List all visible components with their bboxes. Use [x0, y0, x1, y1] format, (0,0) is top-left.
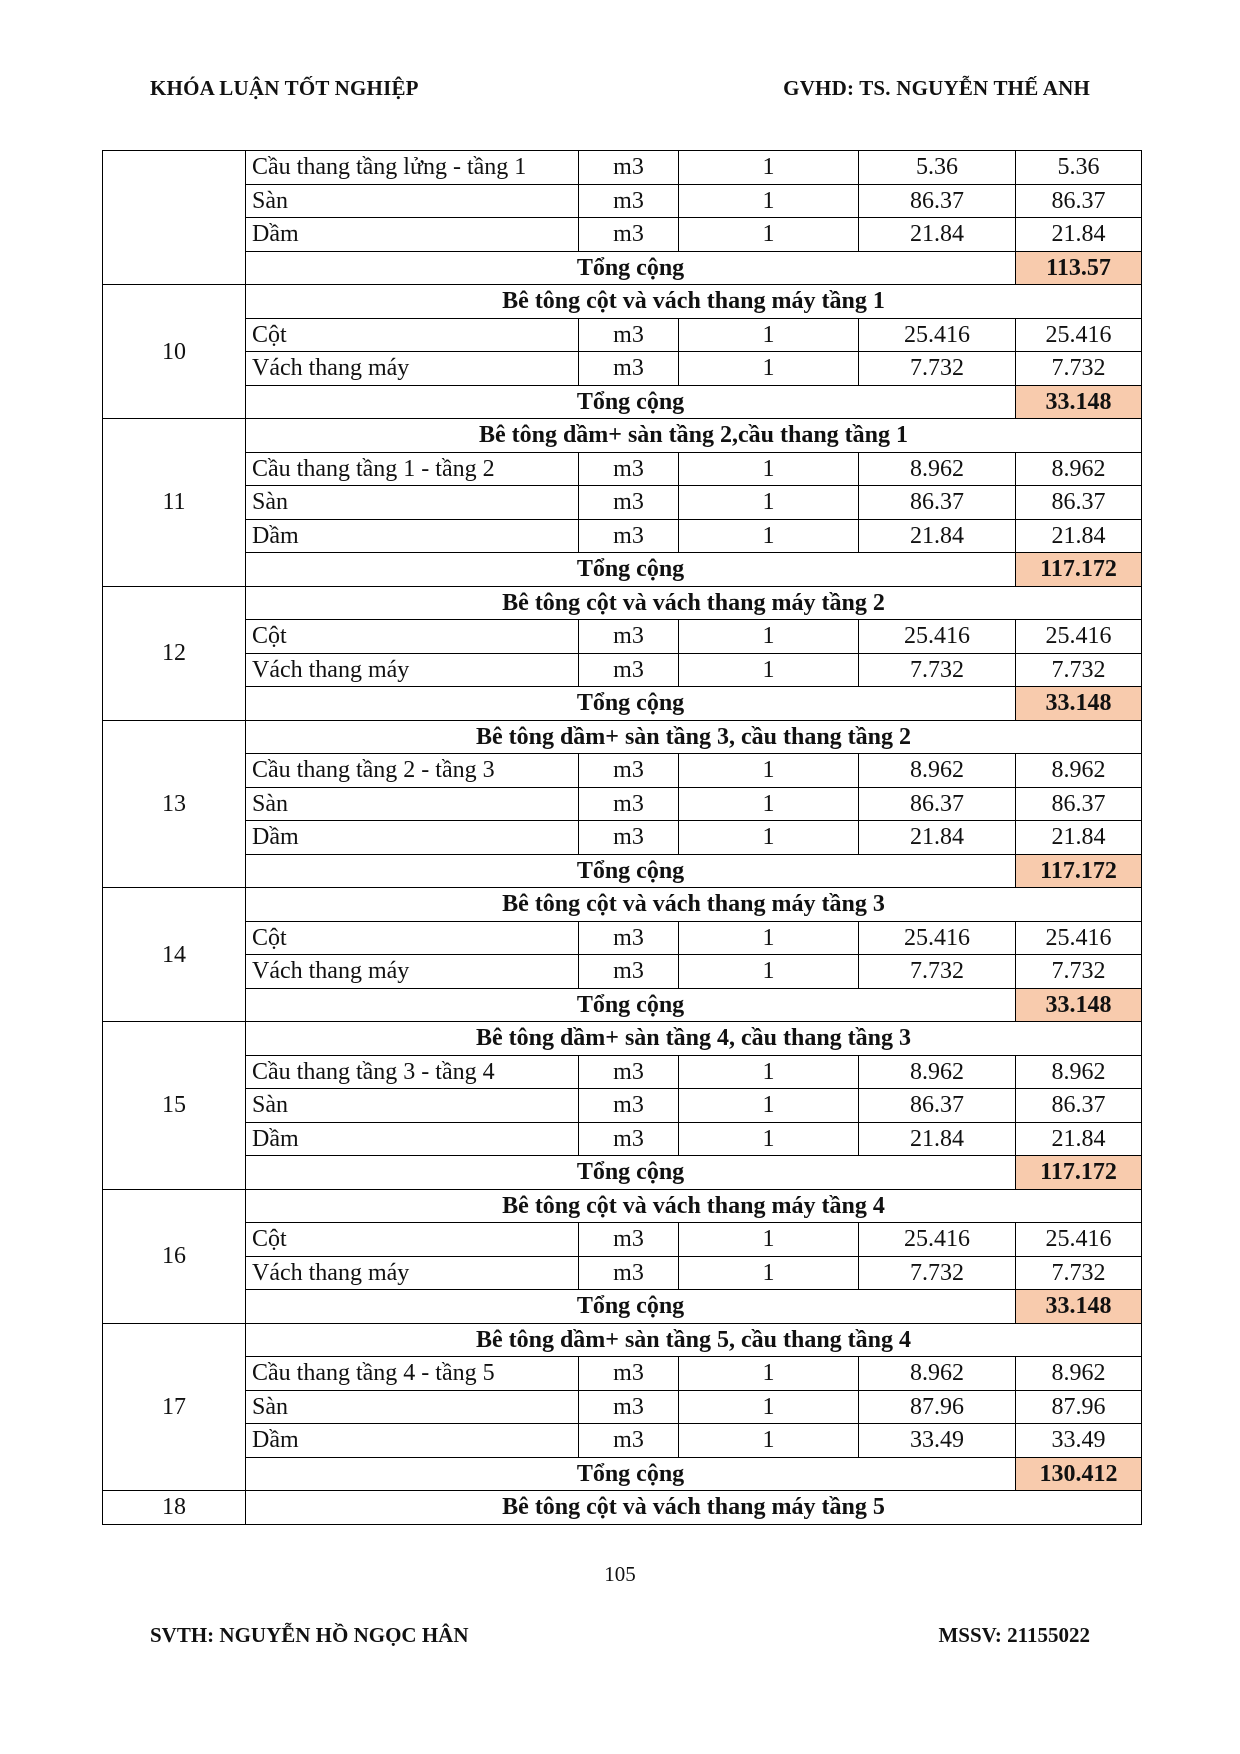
- table-row: [103, 653, 1142, 687]
- table-row: [103, 151, 1142, 185]
- group-total-row: [103, 553, 1142, 587]
- group-total-row: [103, 1290, 1142, 1324]
- item-name: Sàn: [246, 184, 579, 218]
- item-name: Dầm: [246, 218, 579, 252]
- item-total: 5.36: [1016, 151, 1142, 185]
- item-total: 87.96: [1016, 1390, 1142, 1424]
- item-unit: m3: [579, 1357, 679, 1391]
- item-name: Cầu thang tầng 3 - tầng 4: [246, 1055, 579, 1089]
- item-total: 7.732: [1016, 1256, 1142, 1290]
- item-unit: m3: [579, 1390, 679, 1424]
- item-total: 86.37: [1016, 486, 1142, 520]
- table-row: [103, 1055, 1142, 1089]
- group-title: Bê tông dầm+ sàn tầng 4, cầu thang tầng 3: [246, 1022, 1142, 1056]
- group-total-value: 33.148: [1016, 687, 1142, 721]
- item-total: 86.37: [1016, 1089, 1142, 1123]
- item-quantity: 1: [679, 318, 859, 352]
- item-unit: m3: [579, 1223, 679, 1257]
- item-volume: 86.37: [859, 486, 1016, 520]
- table-row: [103, 1390, 1142, 1424]
- item-quantity: 1: [679, 352, 859, 386]
- item-volume: 25.416: [859, 1223, 1016, 1257]
- item-volume: 7.732: [859, 352, 1016, 386]
- item-quantity: 1: [679, 821, 859, 855]
- group-title: Bê tông cột và vách thang máy tầng 5: [246, 1491, 1142, 1525]
- table-row: [103, 787, 1142, 821]
- item-quantity: 1: [679, 1089, 859, 1123]
- item-quantity: 1: [679, 955, 859, 989]
- item-total: 21.84: [1016, 1122, 1142, 1156]
- total-label: Tổng cộng: [246, 1457, 1016, 1491]
- item-total: 86.37: [1016, 184, 1142, 218]
- table-row: [103, 620, 1142, 654]
- item-name: Sàn: [246, 1089, 579, 1123]
- group-title: Bê tông dầm+ sàn tầng 2,cầu thang tầng 1: [246, 419, 1142, 453]
- group-total-row: [103, 854, 1142, 888]
- group-title-row: [103, 586, 1142, 620]
- item-quantity: 1: [679, 1122, 859, 1156]
- item-unit: m3: [579, 787, 679, 821]
- item-quantity: 1: [679, 218, 859, 252]
- item-unit: m3: [579, 620, 679, 654]
- item-total: 7.732: [1016, 352, 1142, 386]
- item-volume: 25.416: [859, 620, 1016, 654]
- item-total: 21.84: [1016, 821, 1142, 855]
- item-total: 8.962: [1016, 754, 1142, 788]
- group-title: Bê tông cột và vách thang máy tầng 4: [246, 1189, 1142, 1223]
- item-unit: m3: [579, 1089, 679, 1123]
- item-quantity: 1: [679, 754, 859, 788]
- item-unit: m3: [579, 352, 679, 386]
- item-quantity: 1: [679, 921, 859, 955]
- item-name: Vách thang máy: [246, 352, 579, 386]
- item-unit: m3: [579, 218, 679, 252]
- item-total: 25.416: [1016, 1223, 1142, 1257]
- item-unit: m3: [579, 653, 679, 687]
- group-total-value: 33.148: [1016, 1290, 1142, 1324]
- item-unit: m3: [579, 519, 679, 553]
- header-title: KHÓA LUẬN TỐT NGHIỆP: [150, 76, 419, 100]
- item-quantity: 1: [679, 1357, 859, 1391]
- table-row: [103, 1256, 1142, 1290]
- item-quantity: 1: [679, 1256, 859, 1290]
- item-total: 8.962: [1016, 452, 1142, 486]
- item-unit: m3: [579, 1256, 679, 1290]
- item-total: 21.84: [1016, 218, 1142, 252]
- item-unit: m3: [579, 754, 679, 788]
- item-total: 21.84: [1016, 519, 1142, 553]
- total-label: Tổng cộng: [246, 988, 1016, 1022]
- group-stt: 10: [103, 285, 246, 419]
- group-total-value: 117.172: [1016, 854, 1142, 888]
- item-quantity: 1: [679, 653, 859, 687]
- item-unit: m3: [579, 486, 679, 520]
- group-title-row: [103, 888, 1142, 922]
- item-volume: 86.37: [859, 787, 1016, 821]
- item-total: 7.732: [1016, 955, 1142, 989]
- total-label: Tổng cộng: [246, 687, 1016, 721]
- item-total: 7.732: [1016, 653, 1142, 687]
- group-total-value: 117.172: [1016, 553, 1142, 587]
- group-title: Bê tông cột và vách thang máy tầng 1: [246, 285, 1142, 319]
- group-title-row: [103, 1323, 1142, 1357]
- group-stt: 13: [103, 720, 246, 888]
- item-volume: 8.962: [859, 1055, 1016, 1089]
- item-quantity: 1: [679, 1223, 859, 1257]
- item-volume: 86.37: [859, 184, 1016, 218]
- table-row: [103, 184, 1142, 218]
- item-unit: m3: [579, 955, 679, 989]
- group-title-row: [103, 1022, 1142, 1056]
- item-volume: 7.732: [859, 955, 1016, 989]
- item-volume: 25.416: [859, 318, 1016, 352]
- item-quantity: 1: [679, 519, 859, 553]
- item-quantity: 1: [679, 486, 859, 520]
- group-total-value: 130.412: [1016, 1457, 1142, 1491]
- table-row: [103, 754, 1142, 788]
- item-total: 8.962: [1016, 1357, 1142, 1391]
- item-volume: 87.96: [859, 1390, 1016, 1424]
- item-quantity: 1: [679, 1055, 859, 1089]
- group-total-row: [103, 1457, 1142, 1491]
- group-stt: 14: [103, 888, 246, 1022]
- table-row: [103, 1089, 1142, 1123]
- group-total-value: 117.172: [1016, 1156, 1142, 1190]
- group-title-row: [103, 285, 1142, 319]
- item-name: Sàn: [246, 787, 579, 821]
- item-name: Vách thang máy: [246, 1256, 579, 1290]
- table-row: [103, 486, 1142, 520]
- group-stt: 11: [103, 419, 246, 587]
- table-row: [103, 1122, 1142, 1156]
- group-total-value: 33.148: [1016, 385, 1142, 419]
- item-volume: 86.37: [859, 1089, 1016, 1123]
- item-name: Cầu thang tầng 2 - tầng 3: [246, 754, 579, 788]
- footer-student: SVTH: NGUYỄN HỒ NGỌC HÂN: [150, 1623, 469, 1647]
- item-unit: m3: [579, 151, 679, 185]
- total-label: Tổng cộng: [246, 854, 1016, 888]
- item-name: Dầm: [246, 519, 579, 553]
- group-stt: 18: [103, 1491, 246, 1525]
- table-row: [103, 1424, 1142, 1458]
- group-total-row: [103, 687, 1142, 721]
- table-row: [103, 452, 1142, 486]
- group-stt: 17: [103, 1323, 246, 1491]
- group-stt: 12: [103, 586, 246, 720]
- group-total-row: [103, 251, 1142, 285]
- item-volume: 21.84: [859, 218, 1016, 252]
- item-name: Cột: [246, 1223, 579, 1257]
- item-volume: 21.84: [859, 821, 1016, 855]
- table-row: [103, 921, 1142, 955]
- group-total-row: [103, 988, 1142, 1022]
- table-body: [103, 151, 1142, 1525]
- item-volume: 8.962: [859, 452, 1016, 486]
- item-volume: 25.416: [859, 921, 1016, 955]
- item-total: 33.49: [1016, 1424, 1142, 1458]
- item-name: Sàn: [246, 1390, 579, 1424]
- item-name: Dầm: [246, 821, 579, 855]
- group-total-row: [103, 1156, 1142, 1190]
- group-stt: 16: [103, 1189, 246, 1323]
- item-volume: 33.49: [859, 1424, 1016, 1458]
- item-unit: m3: [579, 184, 679, 218]
- group-title-row: [103, 720, 1142, 754]
- total-label: Tổng cộng: [246, 385, 1016, 419]
- item-total: 25.416: [1016, 921, 1142, 955]
- item-volume: 5.36: [859, 151, 1016, 185]
- group-total-value: 113.57: [1016, 251, 1142, 285]
- group-title-row: [103, 419, 1142, 453]
- item-name: Cột: [246, 921, 579, 955]
- item-name: Dầm: [246, 1122, 579, 1156]
- table-row: [103, 1357, 1142, 1391]
- concrete-volume-table: [102, 150, 1142, 1525]
- table-row: [103, 519, 1142, 553]
- group-title: Bê tông cột và vách thang máy tầng 2: [246, 586, 1142, 620]
- group-title: Bê tông dầm+ sàn tầng 5, cầu thang tầng 4: [246, 1323, 1142, 1357]
- item-name: Cầu thang tầng 4 - tầng 5: [246, 1357, 579, 1391]
- item-volume: 21.84: [859, 1122, 1016, 1156]
- item-total: 8.962: [1016, 1055, 1142, 1089]
- item-total: 86.37: [1016, 787, 1142, 821]
- item-name: Cầu thang tầng lửng - tầng 1: [246, 151, 579, 185]
- item-unit: m3: [579, 1424, 679, 1458]
- item-name: Vách thang máy: [246, 955, 579, 989]
- total-label: Tổng cộng: [246, 553, 1016, 587]
- item-quantity: 1: [679, 1390, 859, 1424]
- item-name: Vách thang máy: [246, 653, 579, 687]
- item-volume: 7.732: [859, 1256, 1016, 1290]
- group-total-value: 33.148: [1016, 988, 1142, 1022]
- item-name: Cầu thang tầng 1 - tầng 2: [246, 452, 579, 486]
- table-row: [103, 1223, 1142, 1257]
- table-row: [103, 955, 1142, 989]
- item-name: Cột: [246, 620, 579, 654]
- footer-student-id: MSSV: 21155022: [938, 1623, 1090, 1647]
- item-total: 25.416: [1016, 318, 1142, 352]
- group-title-row: [103, 1189, 1142, 1223]
- group-stt: 15: [103, 1022, 246, 1190]
- table-row: [103, 218, 1142, 252]
- item-quantity: 1: [679, 620, 859, 654]
- item-volume: 8.962: [859, 754, 1016, 788]
- group-total-row: [103, 385, 1142, 419]
- item-unit: m3: [579, 318, 679, 352]
- item-volume: 7.732: [859, 653, 1016, 687]
- header-advisor: GVHD: TS. NGUYỄN THẾ ANH: [783, 76, 1090, 100]
- item-total: 25.416: [1016, 620, 1142, 654]
- item-unit: m3: [579, 1122, 679, 1156]
- item-quantity: 1: [679, 452, 859, 486]
- item-quantity: 1: [679, 1424, 859, 1458]
- group-title-row: [103, 1491, 1142, 1525]
- item-volume: 8.962: [859, 1357, 1016, 1391]
- total-label: Tổng cộng: [246, 251, 1016, 285]
- group-title: Bê tông cột và vách thang máy tầng 3: [246, 888, 1142, 922]
- item-unit: m3: [579, 1055, 679, 1089]
- total-label: Tổng cộng: [246, 1156, 1016, 1190]
- page-number: 105: [604, 1562, 636, 1586]
- item-unit: m3: [579, 921, 679, 955]
- item-name: Sàn: [246, 486, 579, 520]
- table-row: [103, 352, 1142, 386]
- item-volume: 21.84: [859, 519, 1016, 553]
- item-quantity: 1: [679, 787, 859, 821]
- group-title: Bê tông dầm+ sàn tầng 3, cầu thang tầng 2: [246, 720, 1142, 754]
- item-quantity: 1: [679, 184, 859, 218]
- item-unit: m3: [579, 452, 679, 486]
- item-unit: m3: [579, 821, 679, 855]
- table-row: [103, 821, 1142, 855]
- table-row: [103, 318, 1142, 352]
- group-stt: [103, 151, 246, 285]
- item-name: Cột: [246, 318, 579, 352]
- total-label: Tổng cộng: [246, 1290, 1016, 1324]
- item-name: Dầm: [246, 1424, 579, 1458]
- item-quantity: 1: [679, 151, 859, 185]
